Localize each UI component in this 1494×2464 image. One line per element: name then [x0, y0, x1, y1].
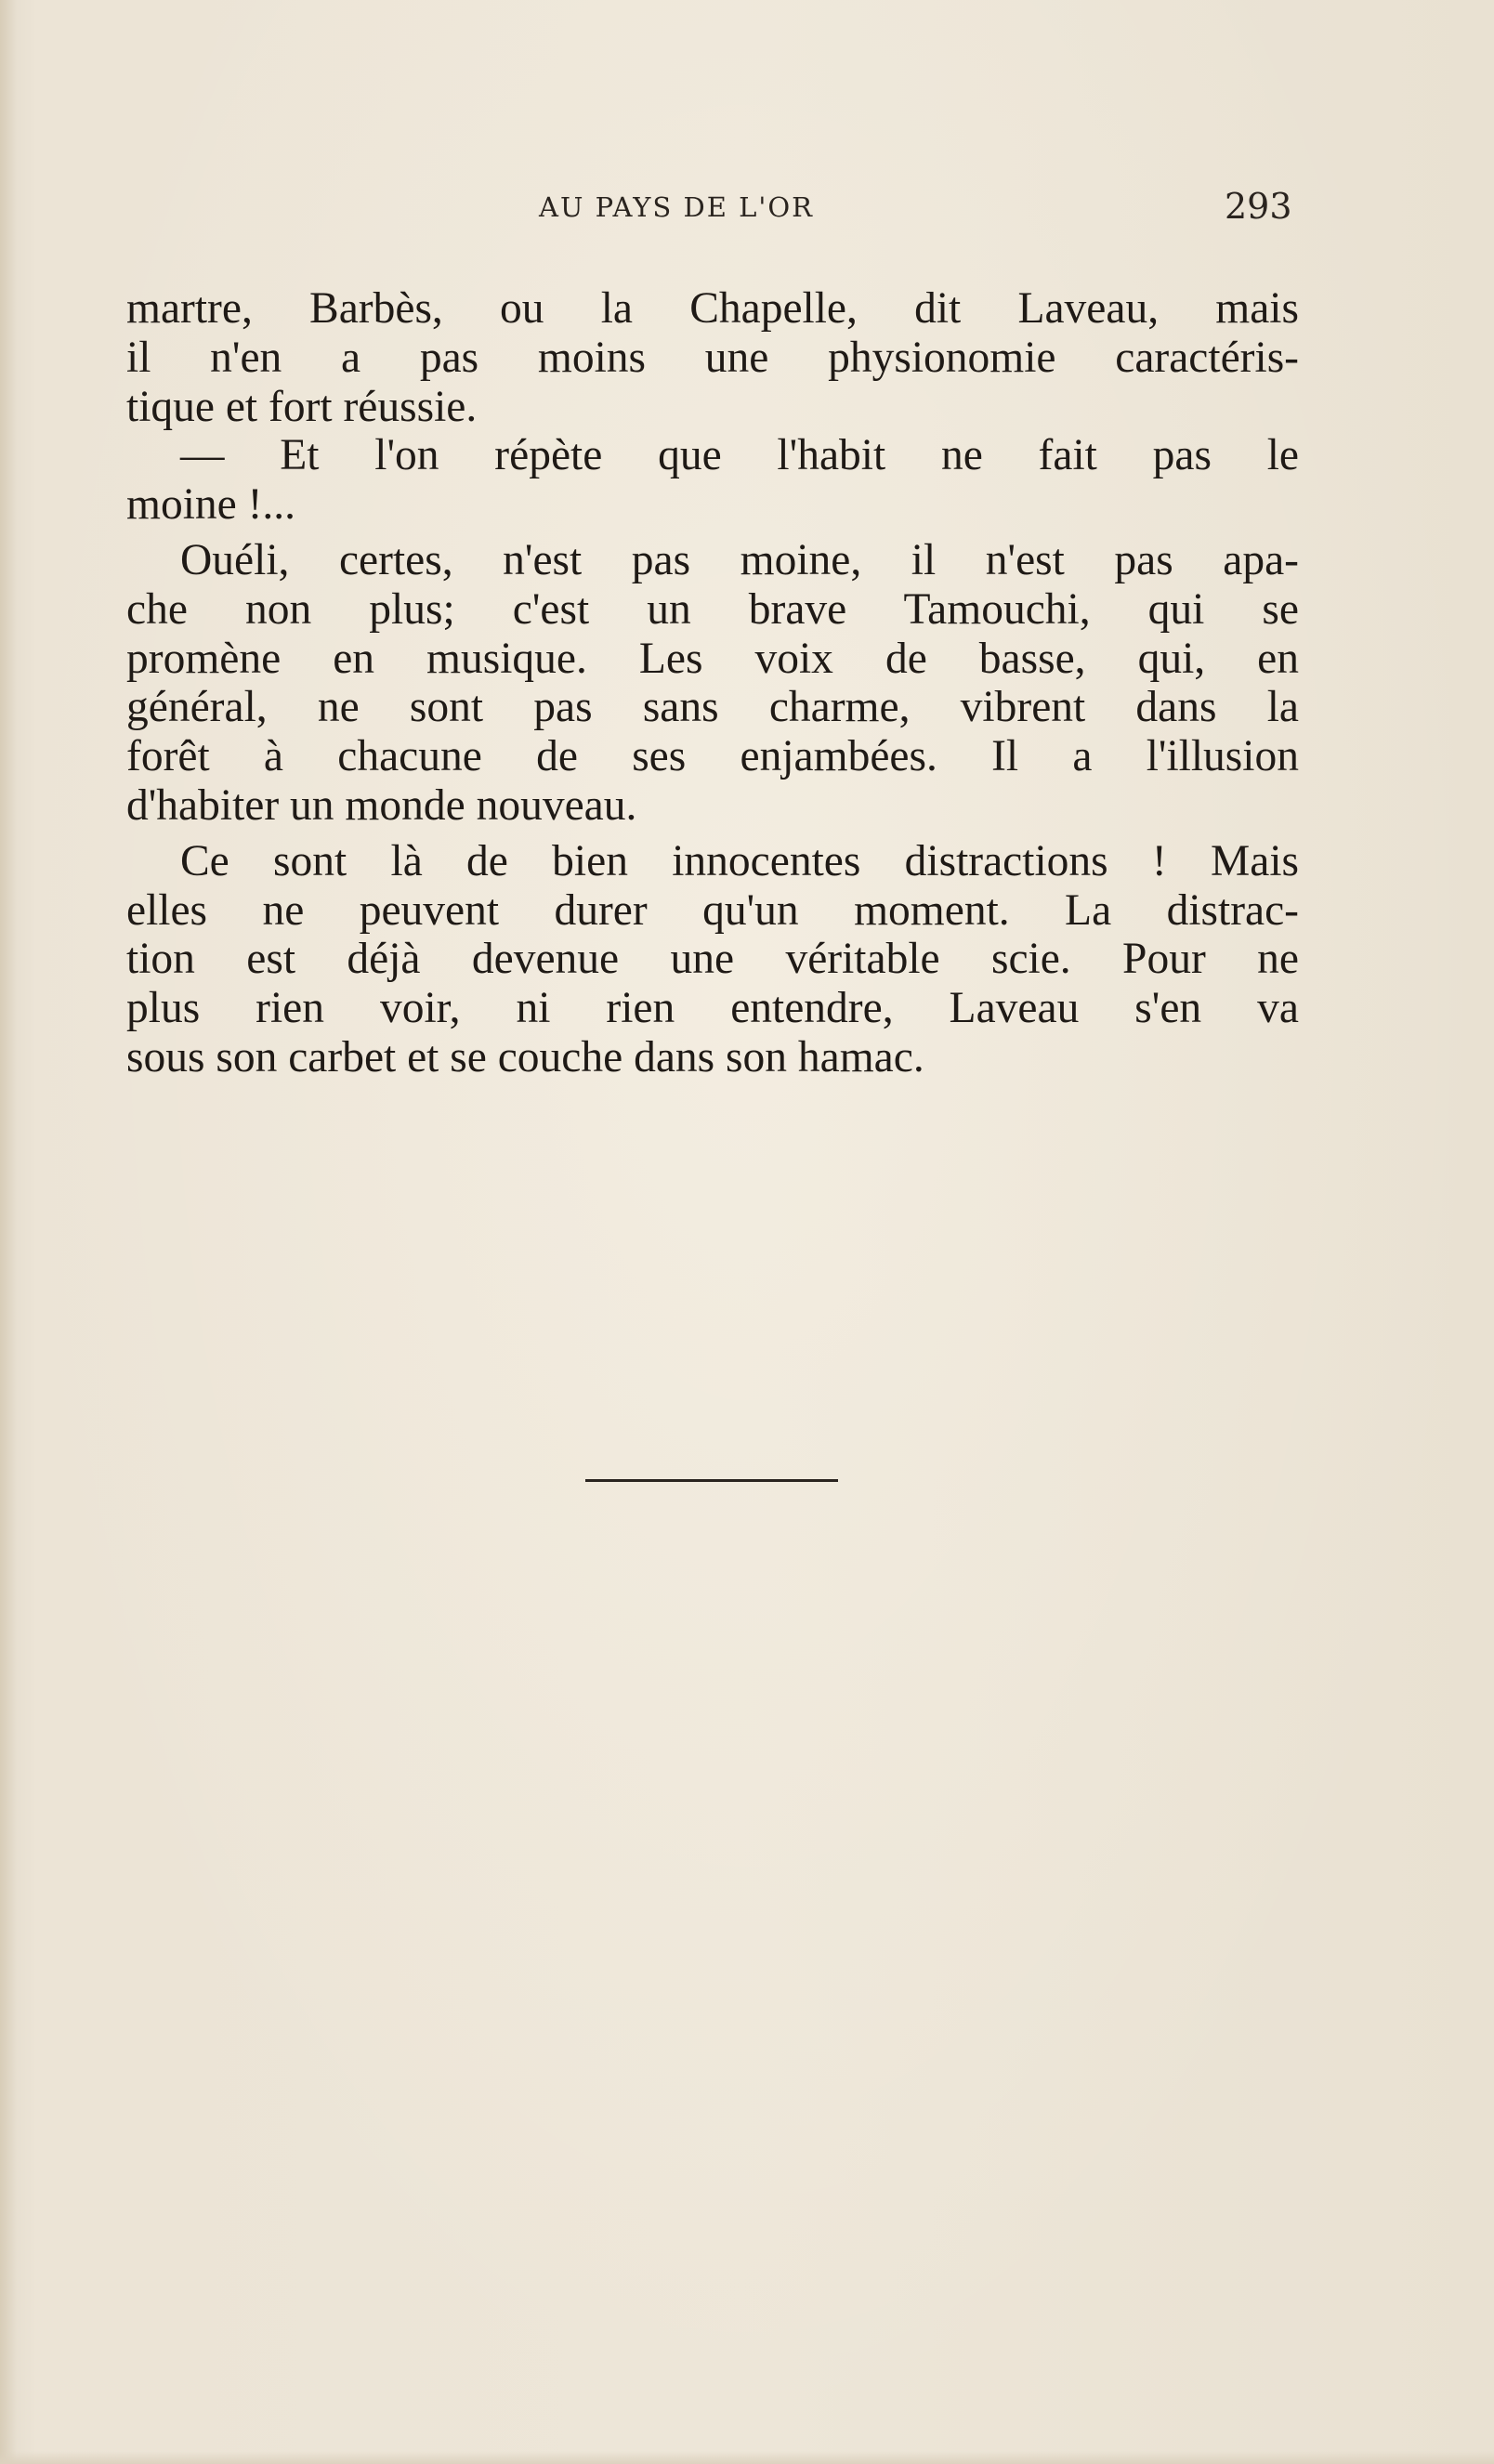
body-text	[126, 284, 1299, 1082]
text-line: Ce sont là de bien innocentes distractions ! Mais	[180, 836, 1299, 885]
text-line: forêt à chacune de ses enjambées. Il a l'illusion	[126, 732, 1299, 781]
text-line: général, ne sont pas sans charme, vibrent dans la	[126, 683, 1299, 732]
text-line: — Et l'on répète que l'habit ne fait pas le	[180, 431, 1299, 480]
text-line: tique et fort réussie.	[126, 382, 478, 431]
running-head: AU PAYS DE L'OR	[539, 191, 814, 223]
text-line: plus rien voir, ni rien entendre, Laveau s'en va	[126, 984, 1299, 1033]
text-line: elles ne peuvent durer qu'un moment. La distrac-	[126, 885, 1299, 935]
text-line: che non plus; c'est un brave Tamouchi, qui se	[126, 584, 1299, 634]
paragraph-gap	[126, 530, 1299, 536]
text-line: tion est déjà devenue une véritable scie. Pour ne	[126, 935, 1299, 984]
text-line: il n'en a pas moins une physionomie caractéris-	[126, 333, 1299, 382]
text-line: moine !...	[126, 480, 296, 530]
text-line: d'habiter un monde nouveau.	[126, 780, 637, 830]
chapter-end-rule	[585, 1479, 838, 1482]
text-line: Ouéli, certes, n'est pas moine, il n'est pas apa-	[180, 535, 1299, 584]
paragraph-gap	[126, 831, 1299, 837]
page-number: 293	[1225, 186, 1292, 227]
text-line: martre, Barbès, ou la Chapelle, dit Laveau, mais	[126, 284, 1299, 333]
text-line: sous son carbet et se couche dans son hamac.	[126, 1032, 924, 1081]
text-line: promène en musique. Les voix de basse, qui, en	[126, 634, 1299, 683]
page-bottom-edge-shadow	[0, 2451, 1494, 2464]
page-left-edge-shadow	[0, 0, 17, 2464]
